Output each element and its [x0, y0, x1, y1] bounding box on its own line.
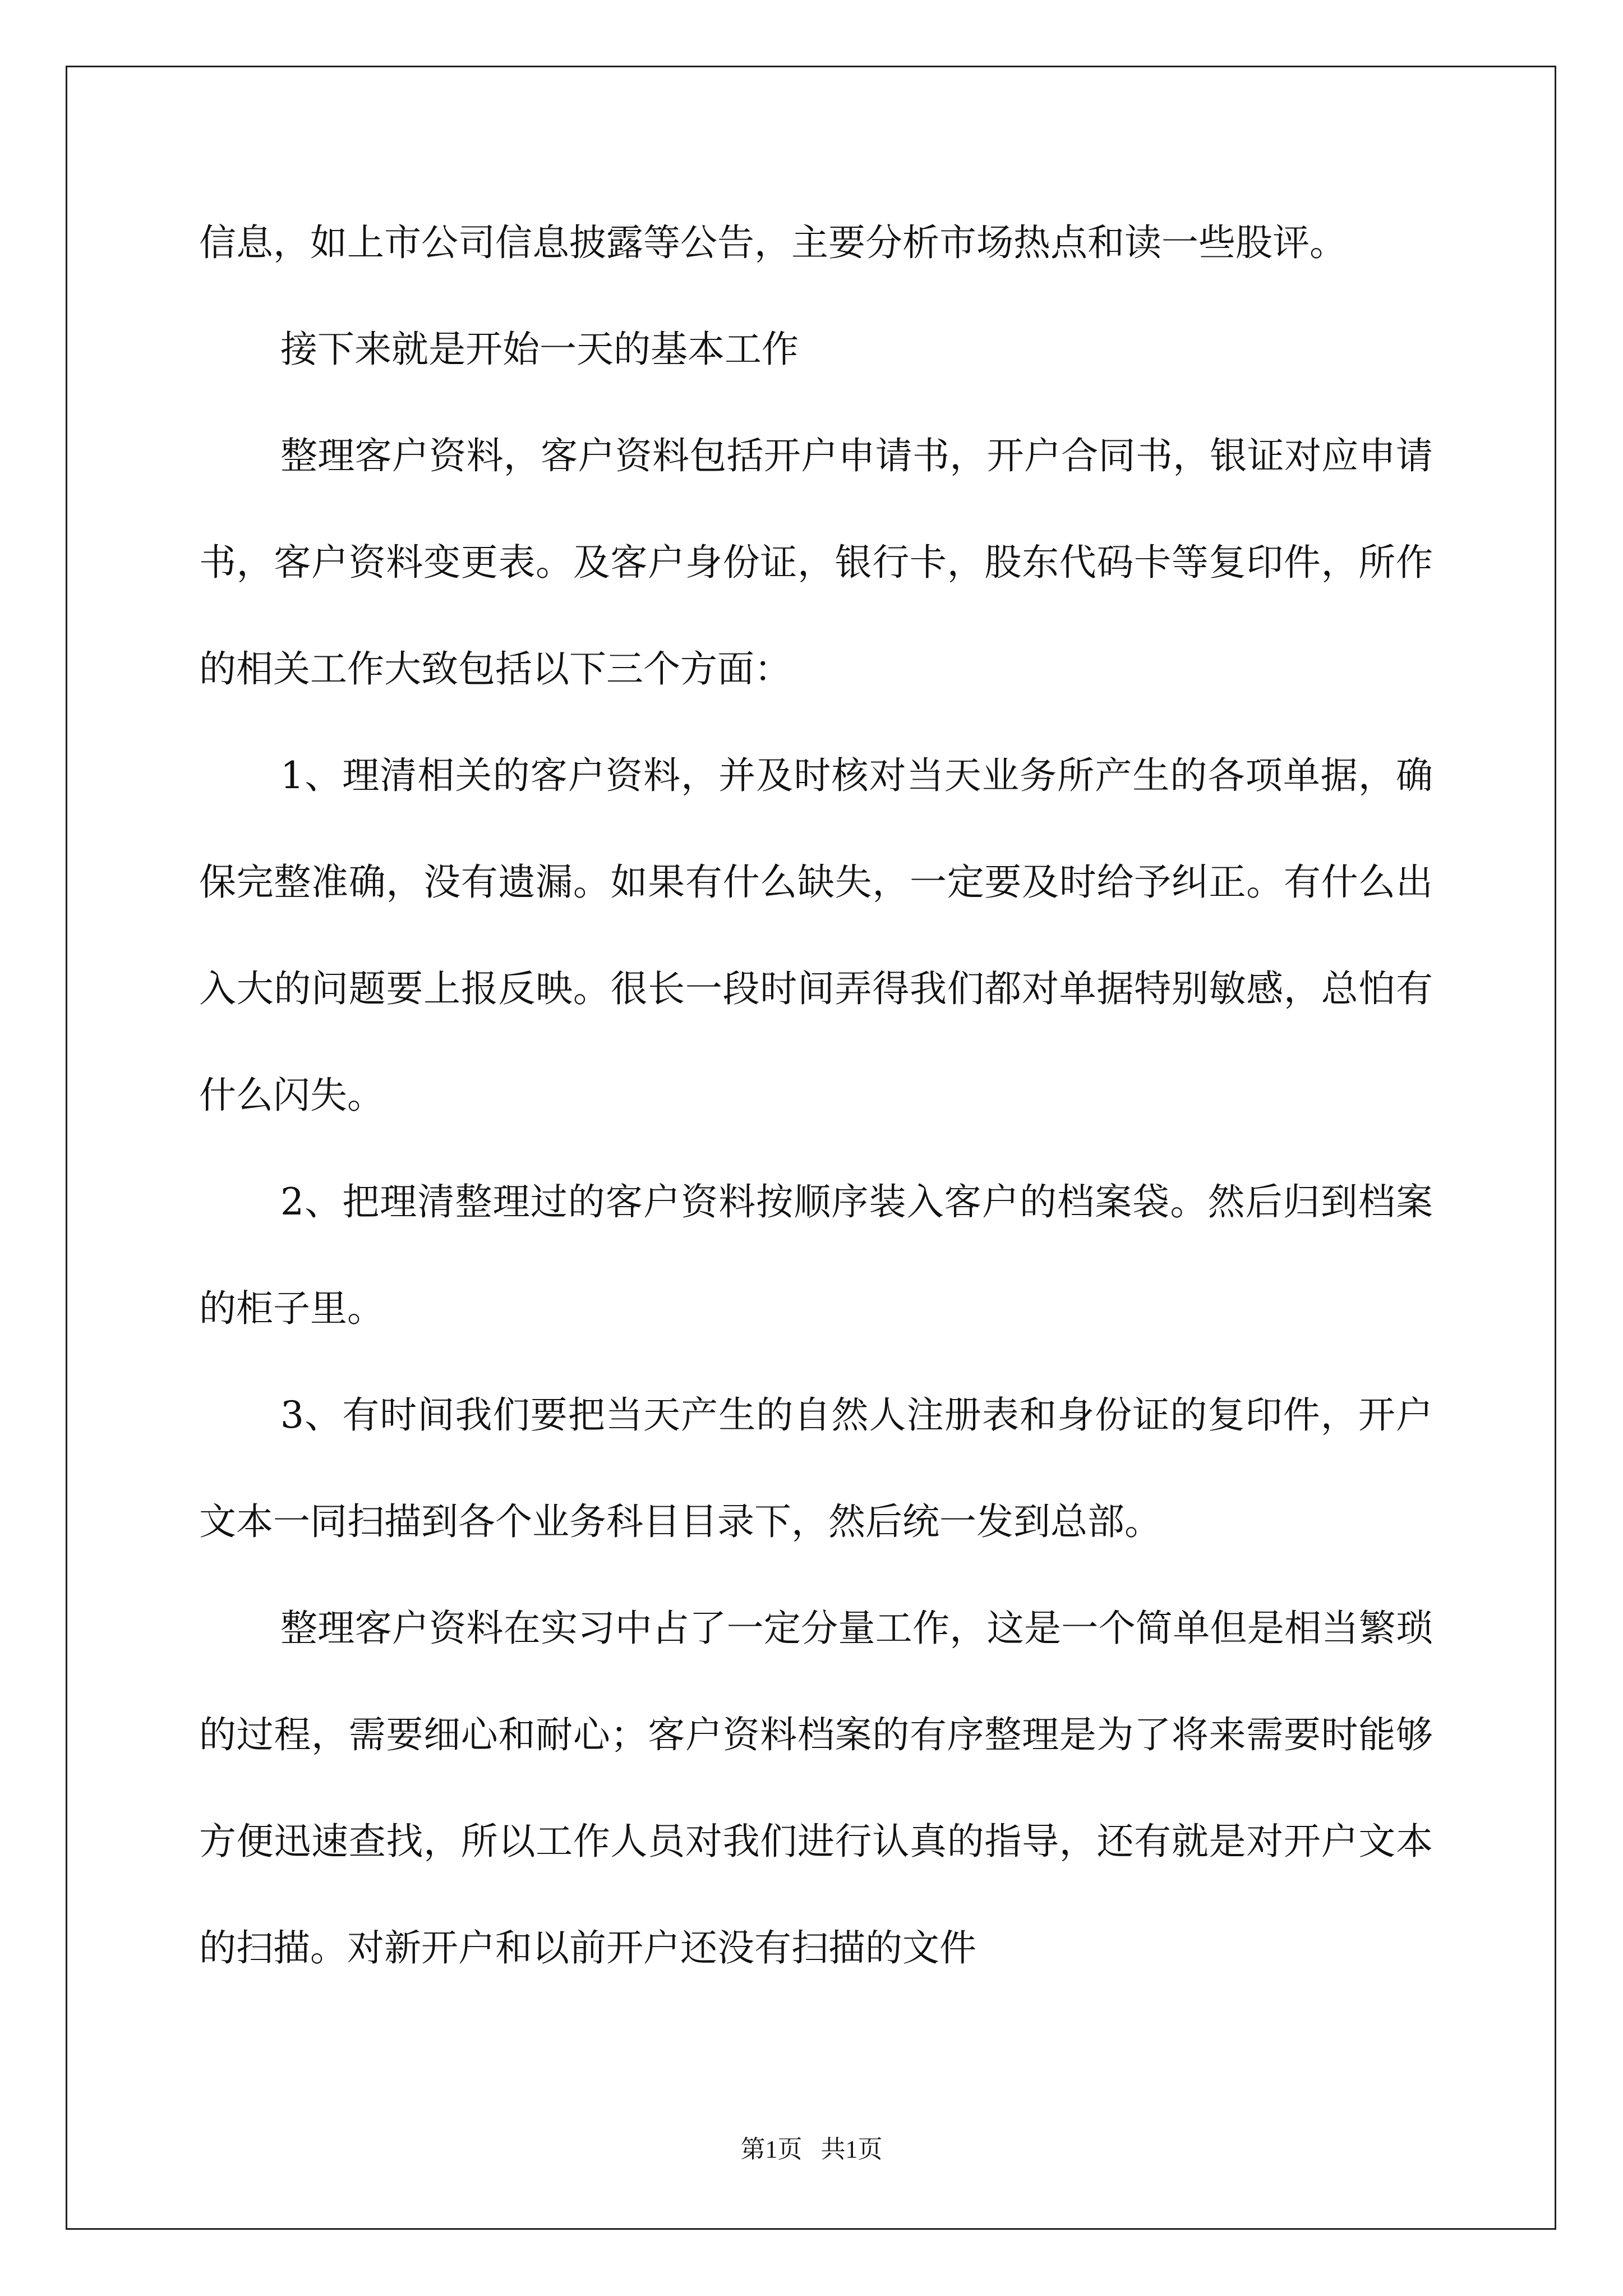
paragraph-7: 整理客户资料在实习中占了一定分量工作，这是一个简单但是相当繁琐的过程，需要细心和耐心；客户资料档案的有序整理是为了将来需要时能够方便迅速查找，所以工作人员对我们进行认真的指导，还有就是对开户文本的扫描。对新开户和以前开户还没有扫描的文件: [199, 1607, 1433, 1970]
paragraph-4: 1、理清相关的客户资料，并及时核对当天业务所产生的各项单据，确保完整准确，没有遗漏。如果有什么缺失，一定要及时给予纠正。有什么出入大的问题要上报反映。很长一段时间弄得我们都对单据特别敏感，总怕有什么闪失。: [199, 754, 1433, 1117]
page-footer: 第1页 共1页: [740, 2136, 883, 2163]
paragraph-6: 3、有时间我们要把当天产生的自然人注册表和身份证的复印件，开户文本一同扫描到各个业务科目目录下，然后统一发到总部。: [199, 1393, 1433, 1543]
paragraph-2: 接下来就是开始一天的基本工作: [280, 328, 799, 371]
paragraph-3: 整理客户资料，客户资料包括开户申请书，开户合同书，银证对应申请书，客户资料变更表。及客户身份证，银行卡，股东代码卡等复印件，所作的相关工作大致包括以下三个方面：: [199, 434, 1433, 691]
paragraph-1: 信息，如上市公司信息披露等公告，主要分析市场热点和读一些股评。: [199, 221, 1347, 264]
paragraph-5: 2、把理清整理过的客户资料按顺序装入客户的档案袋。然后归到档案的柜子里。: [199, 1180, 1433, 1330]
document-body: [199, 190, 1433, 2001]
